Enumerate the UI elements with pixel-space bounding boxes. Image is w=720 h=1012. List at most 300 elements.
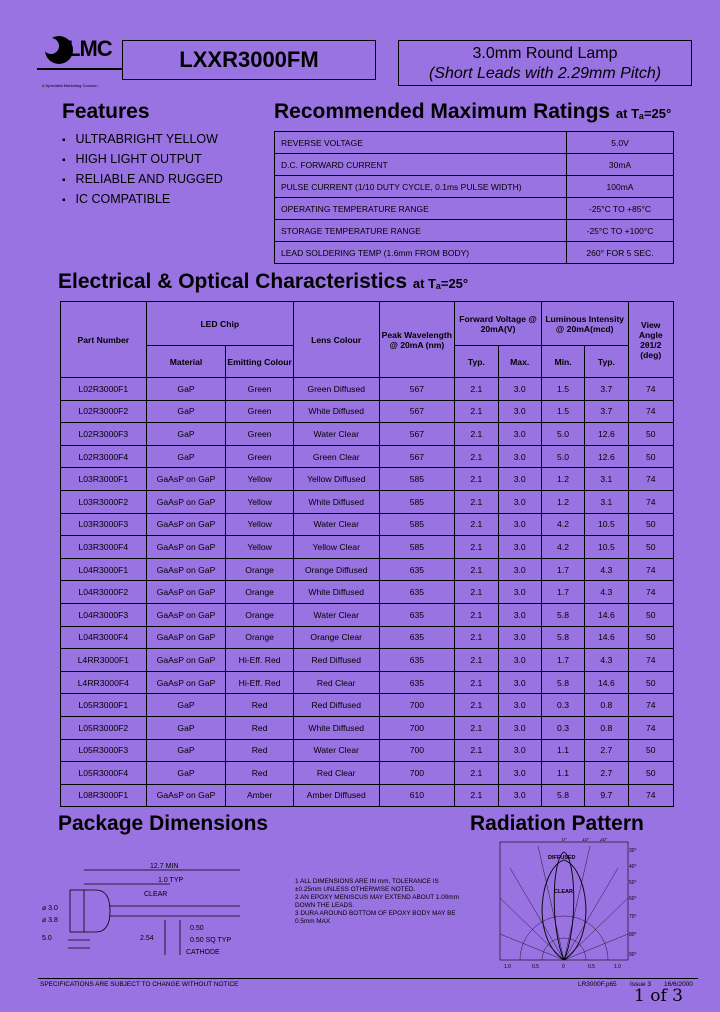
cell-emitting-colour: Orange xyxy=(226,581,294,604)
cell-emitting-colour: Yellow xyxy=(226,536,294,559)
cell-lens-colour: Amber Diffused xyxy=(293,784,379,807)
cell-emitting-colour: Green xyxy=(226,423,294,446)
radiation-label: 0.5 xyxy=(588,964,595,970)
cell-view-angle: 50 xyxy=(628,626,673,649)
cell-peak-wavelength: 635 xyxy=(379,649,455,672)
header-lens-colour: Lens Colour xyxy=(293,302,379,378)
cell-part-number: L02R3000F4 xyxy=(61,445,147,468)
cell-lens-colour: White Diffused xyxy=(293,400,379,423)
dim-label: 5.0 xyxy=(42,935,52,942)
cell-fv-max: 3.0 xyxy=(498,671,541,694)
features-title: Features xyxy=(62,100,150,123)
cell-li-min: 5.0 xyxy=(541,445,584,468)
cell-peak-wavelength: 585 xyxy=(379,513,455,536)
cell-fv-typ: 2.1 xyxy=(455,378,498,401)
cell-material: GaP xyxy=(146,400,226,423)
cell-lens-colour: Orange Diffused xyxy=(293,558,379,581)
table-row xyxy=(61,716,674,739)
cell-lens-colour: Orange Clear xyxy=(293,626,379,649)
rating-param: D.C. FORWARD CURRENT xyxy=(275,154,567,176)
cell-fv-max: 3.0 xyxy=(498,694,541,717)
feature-item: ▪ ULTRABRIGHT YELLOW xyxy=(62,130,223,150)
cell-part-number: L03R3000F1 xyxy=(61,468,147,491)
cell-material: GaAsP on GaP xyxy=(146,513,226,536)
cell-lens-colour: White Diffused xyxy=(293,490,379,513)
logo-text: LMC xyxy=(67,36,112,61)
header-material: Material xyxy=(146,346,226,378)
feature-item: ▪ RELIABLE AND RUGGED xyxy=(62,170,223,190)
rating-param: OPERATING TEMPERATURE RANGE xyxy=(275,198,567,220)
cell-li-min: 4.2 xyxy=(541,536,584,559)
cell-part-number: L04R3000F2 xyxy=(61,581,147,604)
header-forward-voltage: Forward Voltage @ 20mA(V) xyxy=(455,302,542,346)
radiation-label: 20° xyxy=(600,838,608,843)
description-line-2: (Short Leads with 2.29mm Pitch) xyxy=(428,65,662,82)
note-item: 3 DURA AROUND BOTTOM OF EPOXY BODY MAY BE 0.5mm MAX xyxy=(295,910,456,925)
radiation-label: DIFFUSED xyxy=(548,855,576,861)
cell-part-number: L05R3000F3 xyxy=(61,739,147,762)
radiation-label: 10° xyxy=(582,838,590,843)
cell-material: GaP xyxy=(146,378,226,401)
radiation-label: 50° xyxy=(629,880,637,886)
cell-part-number: L04R3000F1 xyxy=(61,558,147,581)
cell-lens-colour: Green Clear xyxy=(293,445,379,468)
cell-emitting-colour: Green xyxy=(226,378,294,401)
cell-lens-colour: Red Clear xyxy=(293,762,379,785)
package-notes xyxy=(295,878,465,926)
radiation-label: 80° xyxy=(629,932,637,938)
header-led-chip: LED Chip xyxy=(146,302,293,346)
table-row xyxy=(61,423,674,446)
cell-fv-max: 3.0 xyxy=(498,490,541,513)
cell-fv-typ: 2.1 xyxy=(455,762,498,785)
cell-peak-wavelength: 635 xyxy=(379,626,455,649)
cell-material: GaP xyxy=(146,762,226,785)
cell-fv-typ: 2.1 xyxy=(455,558,498,581)
footer-date: 16/6/2000 xyxy=(664,981,693,988)
cell-fv-max: 3.0 xyxy=(498,558,541,581)
cell-fv-max: 3.0 xyxy=(498,626,541,649)
cell-lens-colour: Yellow Diffused xyxy=(293,468,379,491)
cell-li-min: 5.8 xyxy=(541,671,584,694)
cell-peak-wavelength: 700 xyxy=(379,716,455,739)
cell-fv-max: 3.0 xyxy=(498,536,541,559)
page-number: 1 of 3 xyxy=(634,986,683,1006)
cell-emitting-colour: Hi-Eff. Red xyxy=(226,649,294,672)
cell-fv-max: 3.0 xyxy=(498,423,541,446)
cell-li-min: 1.5 xyxy=(541,400,584,423)
table-row xyxy=(61,603,674,626)
table-row xyxy=(61,649,674,672)
cell-part-number: L03R3000F2 xyxy=(61,490,147,513)
cell-li-typ: 14.6 xyxy=(585,671,628,694)
table-row xyxy=(61,671,674,694)
cell-li-typ: 0.8 xyxy=(585,694,628,717)
cell-fv-max: 3.0 xyxy=(498,603,541,626)
cell-fv-typ: 2.1 xyxy=(455,671,498,694)
cell-emitting-colour: Red xyxy=(226,694,294,717)
cell-part-number: L05R3000F1 xyxy=(61,694,147,717)
cell-fv-max: 3.0 xyxy=(498,762,541,785)
electrical-table xyxy=(60,301,674,807)
header-li-typ: Typ. xyxy=(585,346,628,378)
cell-part-number: L4RR3000F4 xyxy=(61,671,147,694)
radiation-label: 0 xyxy=(562,964,565,970)
cell-material: GaP xyxy=(146,694,226,717)
radiation-label: 30° xyxy=(629,848,637,854)
rating-value: -25°C TO +100°C xyxy=(567,220,674,242)
cell-part-number: L05R3000F4 xyxy=(61,762,147,785)
radiation-label: 70° xyxy=(629,914,637,920)
cell-view-angle: 74 xyxy=(628,581,673,604)
cell-fv-max: 3.0 xyxy=(498,513,541,536)
cell-fv-typ: 2.1 xyxy=(455,694,498,717)
cell-part-number: L02R3000F2 xyxy=(61,400,147,423)
cell-fv-typ: 2.1 xyxy=(455,603,498,626)
cell-peak-wavelength: 567 xyxy=(379,445,455,468)
cell-material: GaAsP on GaP xyxy=(146,490,226,513)
cell-fv-typ: 2.1 xyxy=(455,649,498,672)
rating-row xyxy=(275,132,674,154)
cell-view-angle: 74 xyxy=(628,784,673,807)
cell-fv-typ: 2.1 xyxy=(455,400,498,423)
rating-param: STORAGE TEMPERATURE RANGE xyxy=(275,220,567,242)
cell-li-typ: 3.1 xyxy=(585,468,628,491)
dim-label: 0.50 SQ TYP xyxy=(190,937,232,944)
cell-lens-colour: Water Clear xyxy=(293,739,379,762)
package-title: Package Dimensions xyxy=(58,812,269,835)
cell-part-number: L4RR3000F1 xyxy=(61,649,147,672)
cell-material: GaAsP on GaP xyxy=(146,536,226,559)
table-row xyxy=(61,400,674,423)
electrical-title xyxy=(58,270,468,294)
cell-fv-max: 3.0 xyxy=(498,400,541,423)
cell-fv-max: 3.0 xyxy=(498,581,541,604)
header-emitting-colour: Emitting Colour xyxy=(226,346,294,378)
cell-emitting-colour: Yellow xyxy=(226,468,294,491)
note-item: 2 AN EPOXY MENISCUS MAY EXTEND ABOUT 1.00mm DOWN THE LEADS. xyxy=(295,894,459,909)
cell-li-typ: 14.6 xyxy=(585,603,628,626)
logo-tagline: A Specialist Marketing Concern xyxy=(42,83,98,88)
cell-material: GaP xyxy=(146,739,226,762)
cell-lens-colour: Red Diffused xyxy=(293,694,379,717)
cell-view-angle: 74 xyxy=(628,716,673,739)
cell-peak-wavelength: 585 xyxy=(379,490,455,513)
table-row xyxy=(61,694,674,717)
cell-view-angle: 50 xyxy=(628,536,673,559)
cell-fv-max: 3.0 xyxy=(498,784,541,807)
cell-part-number: L02R3000F1 xyxy=(61,378,147,401)
cell-li-typ: 12.6 xyxy=(585,445,628,468)
cell-emitting-colour: Orange xyxy=(226,558,294,581)
cell-peak-wavelength: 700 xyxy=(379,762,455,785)
cell-peak-wavelength: 635 xyxy=(379,603,455,626)
table-row xyxy=(61,490,674,513)
header-view-angle: View Angle 2θ1/2 (deg) xyxy=(628,302,673,378)
cell-view-angle: 74 xyxy=(628,649,673,672)
cell-view-angle: 50 xyxy=(628,762,673,785)
cell-li-typ: 3.7 xyxy=(585,378,628,401)
cell-part-number: L03R3000F3 xyxy=(61,513,147,536)
dim-label: 1.0 TYP xyxy=(158,877,184,884)
cell-emitting-colour: Red xyxy=(226,762,294,785)
rating-param: LEAD SOLDERING TEMP (1.6mm FROM BODY) xyxy=(275,242,567,264)
rating-param: REVERSE VOLTAGE xyxy=(275,132,567,154)
cell-li-min: 1.5 xyxy=(541,378,584,401)
rating-value: -25°C TO +85°C xyxy=(567,198,674,220)
radiation-label: 0.5 xyxy=(532,964,539,970)
cell-emitting-colour: Hi-Eff. Red xyxy=(226,671,294,694)
header-part-number: Part Number xyxy=(61,302,147,378)
header-luminous-intensity: Luminous Intensity @ 20mA(mcd) xyxy=(541,302,628,346)
rating-value: 5.0V xyxy=(567,132,674,154)
table-row xyxy=(61,558,674,581)
logo xyxy=(37,28,122,82)
dim-label: CLEAR xyxy=(144,891,168,898)
cell-material: GaAsP on GaP xyxy=(146,784,226,807)
table-row xyxy=(61,739,674,762)
cell-li-min: 4.2 xyxy=(541,513,584,536)
cell-view-angle: 74 xyxy=(628,558,673,581)
cell-material: GaP xyxy=(146,423,226,446)
cell-peak-wavelength: 635 xyxy=(379,671,455,694)
cell-emitting-colour: Orange xyxy=(226,626,294,649)
cell-li-typ: 10.5 xyxy=(585,513,628,536)
radiation-label: 1.0 xyxy=(504,964,511,970)
cell-li-min: 1.2 xyxy=(541,490,584,513)
radiation-label: CLEAR xyxy=(554,889,573,895)
cell-view-angle: 74 xyxy=(628,400,673,423)
cell-view-angle: 50 xyxy=(628,603,673,626)
footer-rule xyxy=(38,978,698,979)
radiation-label: 60° xyxy=(629,896,637,902)
cell-material: GaAsP on GaP xyxy=(146,581,226,604)
feature-item: ▪ HIGH LIGHT OUTPUT xyxy=(62,150,223,170)
header-li-min: Min. xyxy=(541,346,584,378)
cell-emitting-colour: Red xyxy=(226,739,294,762)
cell-part-number: L04R3000F4 xyxy=(61,626,147,649)
cell-li-min: 1.7 xyxy=(541,649,584,672)
table-row xyxy=(61,513,674,536)
dim-label: ⌀ 3.8 xyxy=(42,917,58,924)
cell-emitting-colour: Yellow xyxy=(226,490,294,513)
cell-fv-typ: 2.1 xyxy=(455,739,498,762)
footer-issue: Issue 3 xyxy=(630,981,651,988)
electrical-title-text: Electrical & Optical Characteristics xyxy=(58,270,407,293)
cell-view-angle: 50 xyxy=(628,513,673,536)
cell-li-typ: 3.1 xyxy=(585,490,628,513)
radiation-label: 0° xyxy=(562,838,567,843)
cell-peak-wavelength: 610 xyxy=(379,784,455,807)
cell-li-typ: 4.3 xyxy=(585,581,628,604)
cell-emitting-colour: Yellow xyxy=(226,513,294,536)
cell-li-typ: 4.3 xyxy=(585,558,628,581)
cell-li-typ: 2.7 xyxy=(585,762,628,785)
radiation-title: Radiation Pattern xyxy=(470,812,644,835)
cell-peak-wavelength: 700 xyxy=(379,694,455,717)
cell-fv-typ: 2.1 xyxy=(455,784,498,807)
cell-material: GaAsP on GaP xyxy=(146,468,226,491)
cell-peak-wavelength: 635 xyxy=(379,581,455,604)
radiation-label: 40° xyxy=(629,864,637,870)
ratings-title xyxy=(274,100,671,124)
cell-part-number: L03R3000F4 xyxy=(61,536,147,559)
cell-lens-colour: Water Clear xyxy=(293,423,379,446)
cell-material: GaAsP on GaP xyxy=(146,671,226,694)
cell-peak-wavelength: 567 xyxy=(379,423,455,446)
cell-lens-colour: Water Clear xyxy=(293,513,379,536)
cell-part-number: L05R3000F2 xyxy=(61,716,147,739)
cell-peak-wavelength: 585 xyxy=(379,536,455,559)
cell-li-typ: 4.3 xyxy=(585,649,628,672)
table-row xyxy=(61,784,674,807)
rating-row xyxy=(275,198,674,220)
header-peak-wavelength: Peak Wavelength @ 20mA (nm) xyxy=(379,302,455,378)
cell-peak-wavelength: 567 xyxy=(379,400,455,423)
table-row xyxy=(61,445,674,468)
cell-view-angle: 50 xyxy=(628,671,673,694)
cell-fv-max: 3.0 xyxy=(498,649,541,672)
cell-fv-max: 3.0 xyxy=(498,739,541,762)
cell-li-min: 1.1 xyxy=(541,739,584,762)
table-row xyxy=(61,378,674,401)
cell-fv-typ: 2.1 xyxy=(455,490,498,513)
package-drawing xyxy=(40,840,290,975)
cell-li-min: 1.2 xyxy=(541,468,584,491)
cell-lens-colour: Green Diffused xyxy=(293,378,379,401)
rating-value: 260° FOR 5 SEC. xyxy=(567,242,674,264)
rating-row xyxy=(275,154,674,176)
ratings-table xyxy=(274,131,674,264)
cell-li-min: 1.7 xyxy=(541,581,584,604)
radiation-label: 1.0 xyxy=(614,964,621,970)
electrical-condition: at Tₐ=25° xyxy=(412,276,469,291)
dim-label: 2.54 xyxy=(140,935,154,942)
header-fv-max: Max. xyxy=(498,346,541,378)
rating-row xyxy=(275,242,674,264)
cell-fv-max: 3.0 xyxy=(498,445,541,468)
cell-lens-colour: Water Clear xyxy=(293,603,379,626)
cell-li-min: 1.7 xyxy=(541,558,584,581)
table-row xyxy=(61,581,674,604)
rating-value: 30mA xyxy=(567,154,674,176)
cell-peak-wavelength: 567 xyxy=(379,378,455,401)
cell-material: GaAsP on GaP xyxy=(146,649,226,672)
ratings-title-text: Recommended Maximum Ratings xyxy=(274,100,611,123)
product-description xyxy=(398,40,692,86)
cell-lens-colour: White Diffused xyxy=(293,716,379,739)
cell-view-angle: 50 xyxy=(628,423,673,446)
dim-label: ⌀ 3.0 xyxy=(42,905,58,912)
cell-li-typ: 0.8 xyxy=(585,716,628,739)
footer-doc: LR3000F.p65 xyxy=(578,981,617,988)
part-title: LXXR3000FM xyxy=(122,40,376,80)
cell-li-min: 5.0 xyxy=(541,423,584,446)
rating-row xyxy=(275,220,674,242)
cell-li-min: 5.8 xyxy=(541,626,584,649)
cell-fv-typ: 2.1 xyxy=(455,445,498,468)
cell-view-angle: 74 xyxy=(628,694,673,717)
cell-fv-typ: 2.1 xyxy=(455,468,498,491)
table-row xyxy=(61,626,674,649)
cell-peak-wavelength: 585 xyxy=(379,468,455,491)
cell-li-min: 0.3 xyxy=(541,694,584,717)
table-row xyxy=(61,468,674,491)
cell-fv-typ: 2.1 xyxy=(455,626,498,649)
cell-li-min: 5.8 xyxy=(541,784,584,807)
cell-lens-colour: Red Diffused xyxy=(293,649,379,672)
cell-li-min: 1.1 xyxy=(541,762,584,785)
cell-view-angle: 74 xyxy=(628,468,673,491)
cell-lens-colour: White Diffused xyxy=(293,581,379,604)
cell-emitting-colour: Amber xyxy=(226,784,294,807)
cell-li-typ: 3.7 xyxy=(585,400,628,423)
cell-lens-colour: Red Clear xyxy=(293,671,379,694)
cell-emitting-colour: Green xyxy=(226,400,294,423)
cell-view-angle: 74 xyxy=(628,378,673,401)
cell-emitting-colour: Orange xyxy=(226,603,294,626)
cell-fv-max: 3.0 xyxy=(498,378,541,401)
cell-li-typ: 10.5 xyxy=(585,536,628,559)
cell-fv-typ: 2.1 xyxy=(455,536,498,559)
feature-item: ▪ IC COMPATIBLE xyxy=(62,190,223,210)
cell-view-angle: 50 xyxy=(628,445,673,468)
cell-view-angle: 50 xyxy=(628,739,673,762)
cell-material: GaP xyxy=(146,716,226,739)
ratings-condition: at Tₐ=25° xyxy=(615,106,672,121)
cell-lens-colour: Yellow Clear xyxy=(293,536,379,559)
table-row xyxy=(61,762,674,785)
rating-row xyxy=(275,176,674,198)
header-fv-typ: Typ. xyxy=(455,346,498,378)
description-line-1: 3.0mm Round Lamp xyxy=(472,45,618,62)
radiation-pattern-chart xyxy=(490,838,640,976)
features-list xyxy=(62,130,223,210)
radiation-label: 90° xyxy=(629,952,637,958)
note-item: 1 ALL DIMENSIONS ARE IN mm, TOLERANCE IS ±0.25mm UNLESS OTHERWISE NOTED. xyxy=(295,878,439,893)
cell-material: GaAsP on GaP xyxy=(146,558,226,581)
cell-fv-max: 3.0 xyxy=(498,716,541,739)
rating-param: PULSE CURRENT (1/10 DUTY CYCLE, 0.1ms PULSE WIDTH) xyxy=(275,176,567,198)
rating-value: 100mA xyxy=(567,176,674,198)
dim-label: 12.7 MIN xyxy=(150,863,179,870)
cell-fv-typ: 2.1 xyxy=(455,423,498,446)
cell-view-angle: 74 xyxy=(628,490,673,513)
cell-material: GaP xyxy=(146,445,226,468)
cell-part-number: L02R3000F3 xyxy=(61,423,147,446)
cell-li-typ: 9.7 xyxy=(585,784,628,807)
dim-label: CATHODE xyxy=(186,949,220,956)
cell-peak-wavelength: 635 xyxy=(379,558,455,581)
cell-material: GaAsP on GaP xyxy=(146,626,226,649)
cell-fv-typ: 2.1 xyxy=(455,716,498,739)
table-row xyxy=(61,536,674,559)
cell-fv-typ: 2.1 xyxy=(455,513,498,536)
cell-emitting-colour: Green xyxy=(226,445,294,468)
cell-li-min: 0.3 xyxy=(541,716,584,739)
cell-fv-max: 3.0 xyxy=(498,468,541,491)
dim-label: 0.50 xyxy=(190,925,204,932)
cell-li-typ: 14.6 xyxy=(585,626,628,649)
cell-li-min: 5.8 xyxy=(541,603,584,626)
footer-disclaimer: SPECIFICATIONS ARE SUBJECT TO CHANGE WITHOUT NOTICE xyxy=(40,981,239,988)
cell-emitting-colour: Red xyxy=(226,716,294,739)
cell-part-number: L04R3000F3 xyxy=(61,603,147,626)
cell-li-typ: 2.7 xyxy=(585,739,628,762)
cell-part-number: L08R3000F1 xyxy=(61,784,147,807)
cell-li-typ: 12.6 xyxy=(585,423,628,446)
cell-peak-wavelength: 700 xyxy=(379,739,455,762)
